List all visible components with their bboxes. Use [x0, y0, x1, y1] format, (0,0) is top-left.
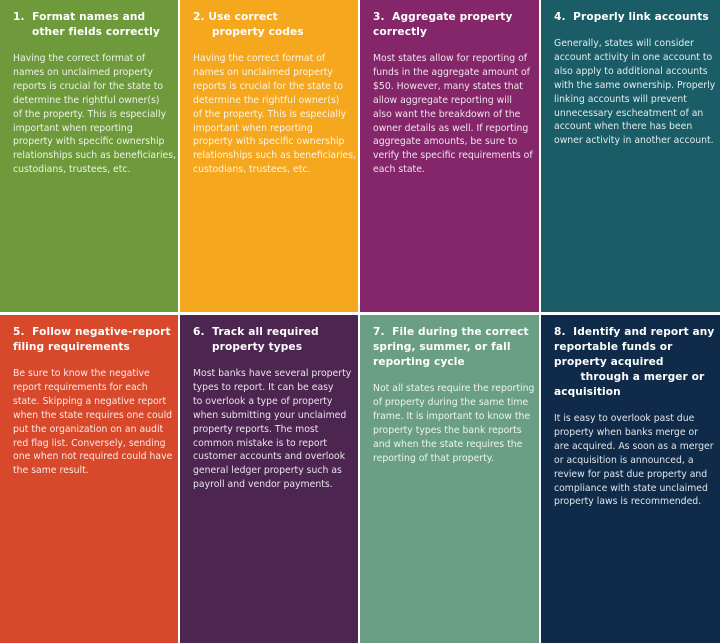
tip-body: It is easy to overlook past due property when banks merge or are acquired. As soon as a merger or acquisition is announced, a review for past due property and compliance with state unclaimed property laws is recommended.: [554, 413, 714, 508]
tip-card-6: [180, 315, 358, 643]
tip-body: Most banks have several property types to report. It can be easy to overlook a type of property when submitting your unclaimed property reports. The most common mistake is to report customer accounts and overlook general ledger property such as payroll and vendor payments.: [193, 368, 352, 491]
tip-card-4: [541, 0, 720, 312]
tip-title: 8. Identify and report any reportable funds or property acquired through a merger or acquisition: [554, 326, 715, 398]
tip-title: 1. Format names and other fields correctly: [13, 11, 160, 38]
tip-body: Generally, states will consider account activity in one account to also apply to additional accounts with the same ownership. Properly linking accounts will prevent unnecessary escheatment of an account when there has been owner activity in another account.: [554, 38, 716, 147]
tip-card-1: [0, 0, 178, 312]
tip-title: 7. File during the correct spring, summer, or fall reporting cycle: [373, 326, 529, 368]
tip-body: Not all states require the reporting of property during the same time frame. It is important to know the property types the bank reports and when the state requires the reporting of that property.: [373, 383, 535, 464]
tip-card-3: [360, 0, 539, 312]
tip-title: 4. Properly link accounts: [554, 11, 709, 23]
tip-card-5: [0, 315, 178, 643]
tip-card-8: [541, 315, 720, 643]
tip-card-2: [180, 0, 358, 312]
tip-title: 5. Follow negative-report filing requirements: [13, 326, 171, 353]
tip-body: Having the correct format of names on unclaimed property reports is crucial for the state to determine the rightful owner(s) of the property. This is especially important when reporting property with specific ownership relationships such as beneficiaries, custodians, trustees, etc.: [13, 53, 177, 176]
tip-title: 2. Use correct property codes: [193, 11, 304, 38]
tip-body: Be sure to know the negative report requirements for each state. Skipping a negative report when the state requires one could put the organization on an audit red flag list. Conversely, sending one when not required could have the same result.: [13, 368, 173, 477]
tip-card-7: [360, 315, 539, 643]
tip-title: 6. Track all required property types: [193, 326, 319, 353]
tip-body: Having the correct format of names on unclaimed property reports is crucial for the state to determine the rightful owner(s) of the property. This is especially important when reporting property with specific ownership relationships such as beneficiaries, custodians, trustees, etc.: [193, 53, 357, 176]
tip-title: 3. Aggregate property correctly: [373, 11, 513, 38]
tip-body: Most states allow for reporting of funds in the aggregate amount of $50. However, many states that allow aggregate reporting will also want the breakdown of the owner details as well. If reporting aggregate amounts, be sure to verify the specific requirements of each state.: [373, 53, 533, 176]
